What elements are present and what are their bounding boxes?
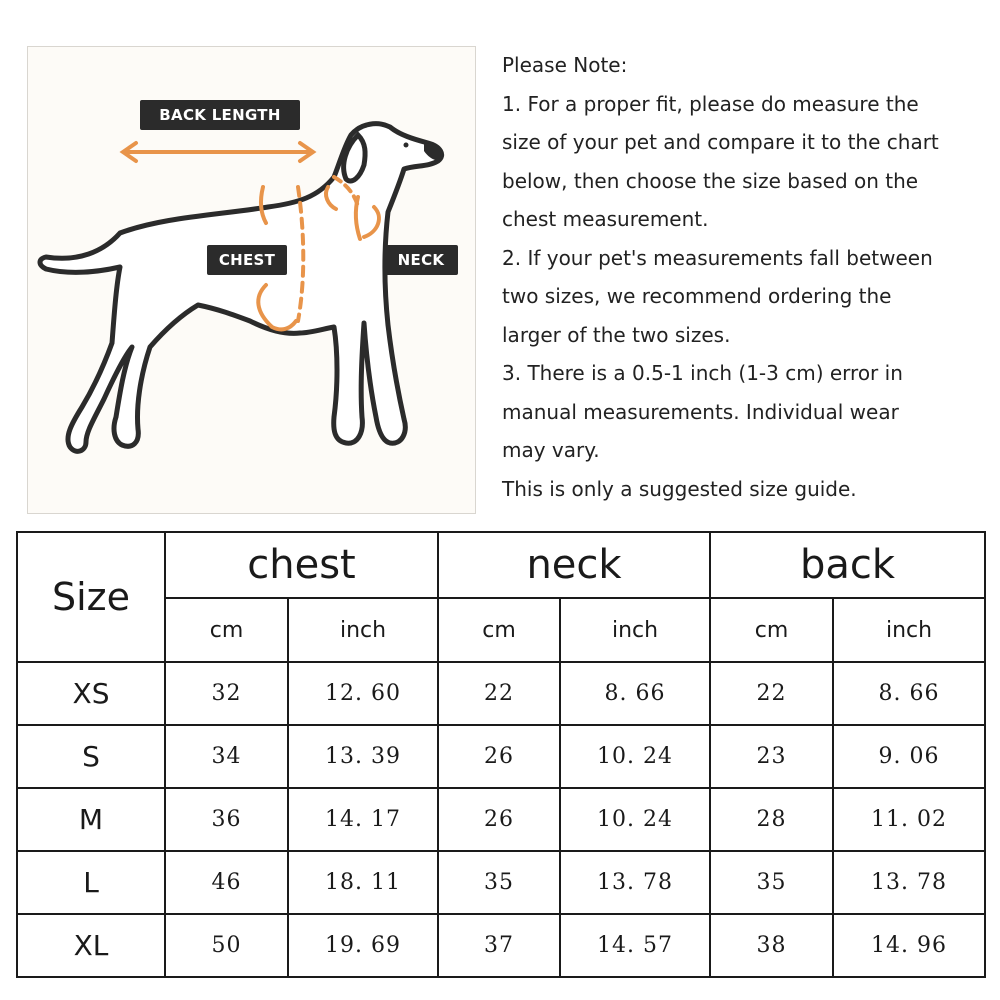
- value-cell: 46: [165, 851, 288, 914]
- value-cell: 19. 69: [288, 914, 438, 977]
- note-line: 1. For a proper fit, please do measure the: [502, 91, 919, 116]
- note-line: two sizes, we recommend ordering the: [502, 284, 892, 308]
- table-row: [17, 725, 985, 788]
- value-cell: 11. 02: [833, 788, 985, 851]
- back-length-label: BACK LENGTH: [140, 100, 300, 130]
- note-line: below, then choose the size based on the: [502, 168, 919, 193]
- table-header-row: [17, 532, 985, 598]
- table-row: [17, 914, 985, 977]
- note-line: 3. There is a 0.5-1 inch (1-3 cm) error in: [502, 361, 903, 385]
- note-line: may vary.: [502, 438, 600, 462]
- value-cell: 32: [165, 662, 288, 725]
- size-cell: L: [17, 851, 165, 914]
- value-cell: 14. 57: [560, 914, 710, 977]
- dog-outline: [40, 124, 442, 452]
- size-chart-table: [16, 531, 986, 978]
- chest-column-header: chest: [165, 532, 438, 598]
- chest-label: CHEST: [207, 245, 287, 275]
- value-cell: 13. 78: [560, 851, 710, 914]
- value-cell: 22: [438, 662, 560, 725]
- value-cell: 35: [438, 851, 560, 914]
- dog-eye: [404, 143, 409, 148]
- value-cell: 18. 11: [288, 851, 438, 914]
- neck-column-header: neck: [438, 532, 710, 598]
- value-cell: 23: [710, 725, 833, 788]
- measurement-notes: [502, 46, 997, 508]
- size-cell: XS: [17, 662, 165, 725]
- note-line: chest measurement.: [502, 207, 709, 231]
- value-cell: 38: [710, 914, 833, 977]
- unit-header: inch: [560, 598, 710, 662]
- value-cell: 9. 06: [833, 725, 985, 788]
- value-cell: 50: [165, 914, 288, 977]
- value-cell: 14. 96: [833, 914, 985, 977]
- value-cell: 8. 66: [833, 662, 985, 725]
- size-column-header: Size: [17, 532, 165, 662]
- value-cell: 12. 60: [288, 662, 438, 725]
- note-line: size of your pet and compare it to the chart: [502, 130, 939, 154]
- back-column-header: back: [710, 532, 985, 598]
- note-line: manual measurements. Individual wear: [502, 399, 899, 424]
- value-cell: 14. 17: [288, 788, 438, 851]
- value-cell: 37: [438, 914, 560, 977]
- value-cell: 26: [438, 725, 560, 788]
- unit-header: inch: [833, 598, 985, 662]
- unit-header: inch: [288, 598, 438, 662]
- value-cell: 13. 78: [833, 851, 985, 914]
- note-line: 2. If your pet's measurements fall between: [502, 245, 933, 270]
- value-cell: 36: [165, 788, 288, 851]
- size-cell: XL: [17, 914, 165, 977]
- value-cell: 34: [165, 725, 288, 788]
- size-cell: S: [17, 725, 165, 788]
- table-row: [17, 851, 985, 914]
- value-cell: 10. 24: [560, 788, 710, 851]
- value-cell: 22: [710, 662, 833, 725]
- value-cell: 10. 24: [560, 725, 710, 788]
- notes-title: Please Note:: [502, 53, 628, 77]
- value-cell: 26: [438, 788, 560, 851]
- table-row: [17, 788, 985, 851]
- value-cell: 8. 66: [560, 662, 710, 725]
- unit-header: cm: [438, 598, 560, 662]
- measurement-diagram: [27, 46, 476, 514]
- value-cell: 13. 39: [288, 725, 438, 788]
- note-line: This is only a suggested size guide.: [502, 476, 857, 501]
- value-cell: 35: [710, 851, 833, 914]
- value-cell: 28: [710, 788, 833, 851]
- size-cell: M: [17, 788, 165, 851]
- note-line: larger of the two sizes.: [502, 322, 731, 347]
- back-length-arrow: [123, 143, 313, 161]
- unit-header: cm: [710, 598, 833, 662]
- unit-header: cm: [165, 598, 288, 662]
- table-row: [17, 662, 985, 725]
- neck-label: NECK: [384, 245, 458, 275]
